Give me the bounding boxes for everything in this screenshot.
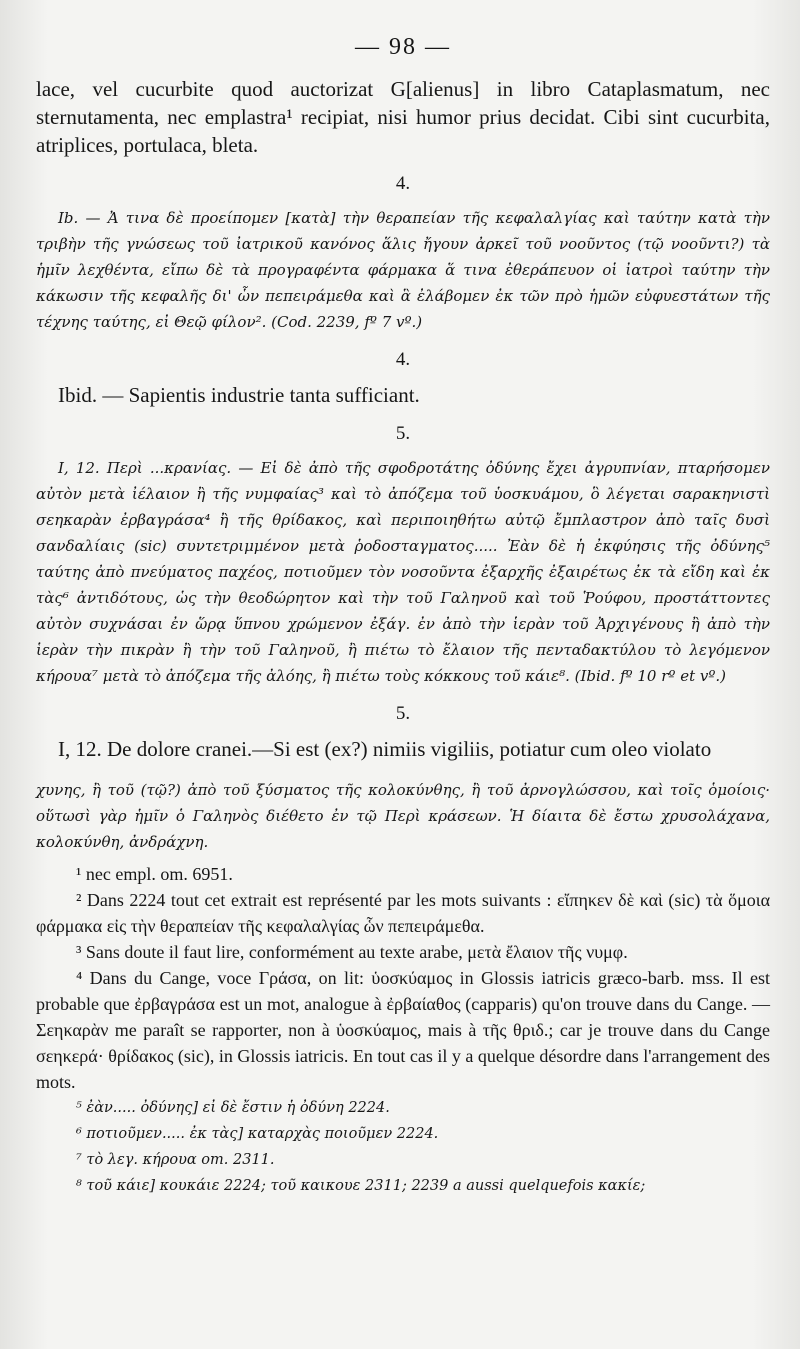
page-number: — 98 —	[355, 34, 451, 60]
greek-passage-5-continued: χυνης, ἢ τοῦ (τῷ?) ἀπὸ τοῦ ξύσματος τῆς κολοκύνθης, ἢ τοῦ ἀρνογλώσσου, καὶ τοῖς ὁμοίοις· οὕτωσὶ γὰρ ἡμῖν ὁ Γαληνὸς διέθετο ἐν τῷ Περὶ κράσεων. Ἡ δίαιτα δὲ ἔστω χρυσολάχανα, κολοκύνθη, ἀνδράχνη.	[36, 781, 770, 851]
footnote-1: ¹ nec empl. om. 6951.	[76, 864, 233, 884]
footnote-6: ⁶ ποτιοῦμεν..... ἐκ τὰς] καταρχὰς ποιοῦμεν 2224.	[76, 1126, 439, 1142]
section-heading-5b: 5.	[395, 703, 411, 724]
footnote-5: ⁵ ἐὰν..... ὀδύνης] εἰ δὲ ἔστιν ἡ ὀδύνη 2224.	[76, 1100, 390, 1116]
greek-passage-4: Ib. — Ἀ τινα δὲ προείπομεν [κατὰ] τὴν θεραπείαν τῆς κεφαλαλγίας καὶ ταύτην κατὰ τὴν τριβὴν τῆς γνώσεως τοῦ ἰατρικοῦ κανόνος ἅλις ἤγουν ἀρκεῖ τοῦ νοοῦντος (τῷ νοοῦντι?) τὰ ἡμῖν λεχθέντα, εἴπω δὲ τὰ προγραφέντα φάρμακα ἅ τινα ἐθεράπευον οἱ ἰατροὶ ταύτην τὴν κάκωσιν τῆς κεφαλῆς δι' ὧν πεπειράμεθα καὶ ἃ ἐλάβομεν ἐκ τῶν πρὸ ἡμῶν εὐφυεστάτων τῆς τέχνης ταύτης, εἰ Θεῷ φίλον². (Cod. 2239, fº 7 vº.)	[36, 209, 770, 331]
footnote-3: ³ Sans doute il faut lire, conformément au texte arabe, μετὰ ἔλαιον τῆς νυμφ.	[76, 942, 628, 962]
opening-paragraph: lace, vel cucurbite quod auctorizat G[alienus] in libro Cataplasmatum, nec sternutamenta, nec emplastra¹ recipiat, nisi humor prius decidat. Cibi sint cucurbita, atriplices, portulaca, bleta.	[36, 77, 770, 157]
latin-passage-4: Ibid. — Sapientis industrie tanta sufficiant.	[58, 383, 420, 407]
footnote-8: ⁸ τοῦ κάιε] κουκάιε 2224; τοῦ καικουε 2311; 2239 a aussi quelquefois κακίε;	[76, 1178, 646, 1194]
section-heading-4b: 4.	[395, 349, 411, 370]
section-heading-5a: 5.	[395, 423, 411, 444]
footnote-2: ² Dans 2224 tout cet extrait est représenté par les mots suivants : εἴπηκεν δὲ καὶ (sic) τὰ ὅμοια φάρμακα εἰς τὴν θεραπείαν τῆς κεφαλαλγίας ὧν πεπειράμεθα.	[36, 890, 770, 936]
footnotes	[36, 861, 770, 1199]
footnote-4: ⁴ Dans du Cange, voce Γράσα, on lit: ὑοσκύαμος in Glossis iatricis græco-barb. mss. Il est probable que ἐρβαγράσα est un mot, analogue à ἐρβαίαθος (capparis) qu'on trouve dans du Cange. — Σεηκαρὰν me paraît se rapporter, non à ὑοσκύαμος, mais à τῆς θριδ.; car je trouve dans du Cange σεηκερά· θρίδακος (sic), in Glossis iatricis. En tout cas il y a quelque désordre dans l'arrangement des mots.	[36, 968, 770, 1092]
latin-passage-5: I, 12. De dolore cranei.—Si est (ex?) nimiis vigiliis, potiatur cum oleo violato	[58, 737, 712, 761]
section-heading-4a: 4.	[395, 173, 411, 194]
greek-passage-5: I, 12. Περὶ ...κρανίας. — Εἰ δὲ ἀπὸ τῆς σφοδροτάτης ὀδύνης ἔχει ἀγρυπνίαν, πταρήσομεν αὐτὸν μετὰ ἰέλαιον ἢ τῆς νυμφαίας³ καὶ τὸ ἀπόζεμα τοῦ ὑοσκυάμου, ὃ λέγεται σαρακηνιστὶ σεηκαρὰν ἐρβαγράσα⁴ ἢ τῆς θρίδακος, καὶ περιποιηθήτω αὐτῷ ἔμπλαστρον ἀπὸ ταῖς δυσὶ σανδαλίαις (sic) συντετριμμένον μετὰ ῥοδοσταγματος..... Ἐὰν δὲ ἡ ἐκφύησις τῆς ὀδύνης⁵ ταύτης ἀπὸ πνεύματος παχέος, ποτιοῦμεν τὸν νοσοῦντα ἐξαρχῆς ἐξαιρέτως ἐκ τὰ εἴδη καὶ ἐκ τὰς⁶ ἀντιδότους, ὡς τὴν θεοδώρητον καὶ τὴν τοῦ Γαληνοῦ καὶ τοῦ Ῥούφου, προστάττοντες αὐτὸν συχνάσαι ἐν ὥρᾳ ὕπνου χρώμενον ἐξάγ. ἐν ἀπὸ τὴν ἱερὰν τοῦ Ἀρχιγένους ἢ ἀπὸ τὴν ἱερὰν τὴν πικρὰν ἢ τὴν τοῦ Γαληνοῦ, ἢ πιέτω τὸ ἔλαιον τῆς πενταδακτύλου τὸ λεγόμενον κήρουα⁷ μετὰ τὸ ἀπόζεμα τῆς ἀλόης, ἢ πιέτω τοὺς κόκκους τοῦ κάιε⁸. (Ibid. fº 10 rº et vº.)	[36, 459, 770, 685]
footnote-7: ⁷ τὸ λεγ. κήρουα om. 2311.	[76, 1152, 275, 1168]
